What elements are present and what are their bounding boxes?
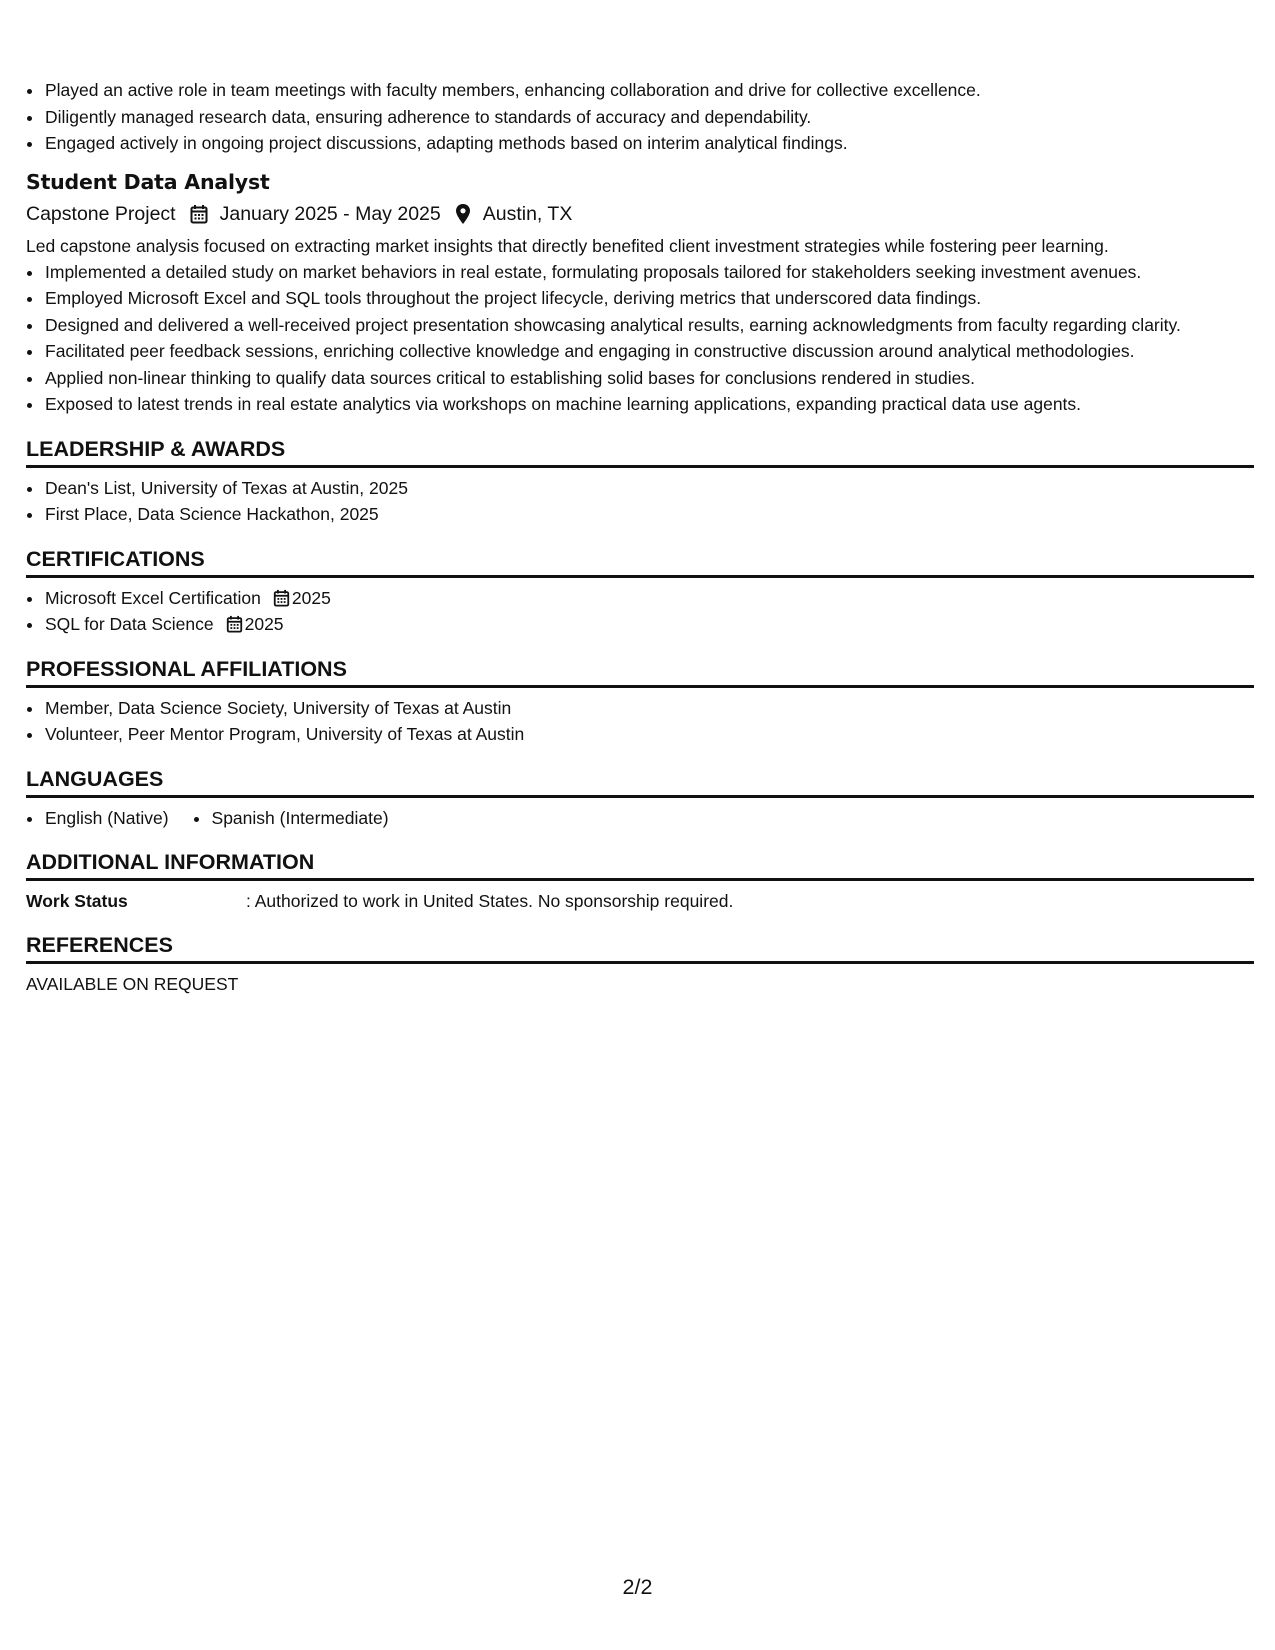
work-status-label: Work Status [26, 891, 128, 911]
calendar-icon [273, 589, 290, 607]
job-meta [26, 199, 1254, 229]
certifications-list [26, 585, 1254, 638]
leadership-list [26, 475, 1254, 528]
certification-name: • SQL for Data Science [45, 614, 214, 634]
languages-list [26, 805, 431, 832]
list-item: • Engaged actively in ongoing project discussions, adapting methods based on interim analytical findings. [44, 130, 1254, 157]
list-item: • Employed Microsoft Excel and SQL tools throughout the project lifecycle, deriving metrics that underscored data findings. [44, 285, 1254, 312]
job-bullets [26, 259, 1254, 418]
work-status-value: : Authorized to work in United States. No sponsorship required. [246, 891, 734, 911]
list-item: • Dean's List, University of Texas at Austin, 2025 [44, 475, 1254, 502]
list-item: • Volunteer, Peer Mentor Program, University of Texas at Austin [44, 721, 1254, 748]
job-title: Student Data Analyst [26, 169, 270, 194]
languages-row [26, 805, 1254, 832]
list-item: • Diligently managed research data, ensuring adherence to standards of accuracy and dependability. [44, 104, 1254, 131]
resume-page [26, 77, 1254, 997]
list-item: • Designed and delivered a well-received project presentation showcasing analytical results, earning acknowledgments from faculty regarding clarity. [44, 312, 1254, 339]
list-item [44, 585, 1254, 612]
list-item: • Played an active role in team meetings with faculty members, enhancing collaboration and drive for collective excellence. [44, 77, 1254, 104]
list-item: • Spanish (Intermediate) [211, 805, 389, 832]
list-item: • First Place, Data Science Hackathon, 2025 [44, 501, 1254, 528]
calendar-icon [226, 615, 243, 633]
certification-name: • Microsoft Excel Certification [45, 587, 261, 608]
list-item: • Implemented a detailed study on market behaviors in real estate, formulating proposals tailored for stakeholders seeking investment avenues. [44, 259, 1254, 286]
job-dates: January 2025 - May 2025 [219, 202, 441, 225]
certification-year: 2025 [244, 614, 284, 634]
job-summary: Led capstone analysis focused on extracting market insights that directly benefited client investment strategies while fostering peer learning. [26, 235, 1109, 256]
list-item: • English (Native) [44, 805, 169, 832]
section-heading-languages: LANGUAGES [26, 765, 1254, 798]
calendar-icon [190, 204, 208, 224]
affiliations-list [26, 695, 1254, 748]
references-text: AVAILABLE ON REQUEST [26, 974, 239, 994]
certification-year: 2025 [291, 587, 331, 608]
job-organization: Capstone Project [26, 202, 176, 225]
section-heading-additional-information: ADDITIONAL INFORMATION [26, 848, 1254, 881]
list-item: • Facilitated peer feedback sessions, enriching collective knowledge and engaging in constructive discussion around analytical methodologies. [44, 338, 1254, 365]
list-item: • Applied non-linear thinking to qualify data sources critical to establishing solid bases for conclusions rendered in studies. [44, 365, 1254, 392]
section-heading-certifications: CERTIFICATIONS [26, 545, 1254, 578]
page-number: 2/2 [622, 1575, 653, 1599]
certification-entry [45, 611, 284, 638]
section-heading-leadership: LEADERSHIP & AWARDS [26, 435, 1254, 468]
section-heading-affiliations: PROFESSIONAL AFFILIATIONS [26, 655, 1254, 688]
certification-entry [45, 585, 331, 612]
section-heading-references: REFERENCES [26, 931, 1254, 964]
list-item: • Member, Data Science Society, University of Texas at Austin [44, 695, 1254, 722]
list-item [44, 611, 1254, 638]
list-item: • Exposed to latest trends in real estate analytics via workshops on machine learning applications, expanding practical data use agents. [44, 391, 1254, 418]
map-pin-icon [455, 203, 471, 225]
work-status-row [26, 888, 1254, 914]
previous-job-bullets [26, 77, 1254, 157]
job-location: Austin, TX [482, 202, 573, 225]
